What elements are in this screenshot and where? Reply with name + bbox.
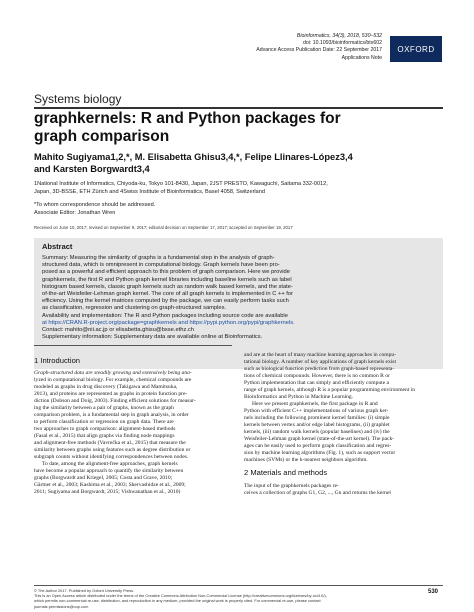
author-line: and Karsten Borgwardt3,4 [34, 164, 150, 174]
methods-heading: 2 Materials and methods [244, 468, 328, 477]
body-line: such as biological function prediction from graph-based representa- [244, 366, 395, 372]
paper-title-line: graphkernels: R and Python packages for [34, 110, 341, 127]
correspondence [34, 202, 155, 217]
left-column-rule [34, 345, 232, 346]
body-line: ages can be easily used to perform graph classification and regres- [244, 443, 392, 449]
body-line: similarity between graphs using features such as degree distribution or [34, 447, 191, 453]
license-footer [34, 588, 434, 609]
abstract-line: structured data, which is omnipresent in computational biology. Graph kernels have been pro- [42, 262, 280, 269]
body-line: ing the similarity between a pair of graphs, known as the graph [34, 405, 174, 411]
correspondence-note: *To whom correspondence should be addressed. [34, 202, 156, 208]
abstract-line: histogram based kernels, classic graph kernels such as random walk based kernels, and the state- [42, 283, 293, 290]
body-line: comparison problem, is a fundamental step in graph analysis, in order [34, 412, 189, 418]
body-line: Python implementation that can simply and efficiently compute a [244, 380, 390, 386]
journal-citation: Bioinformatics, 34(3), 2018, 530–532 [296, 33, 382, 39]
right-column-body [244, 352, 443, 464]
body-line: range of graph kernels, although R is a popular programming environment in [244, 387, 415, 393]
page-number: 530 [428, 589, 439, 595]
body-line: two approaches to graph comparison: alignment-based methods [34, 426, 176, 432]
abstract-line: graphkernels, the first R and Python graph kernel libraries including baseline kernels such as label [42, 276, 292, 283]
associate-editor: Associate Editor: Jonathan Wren [34, 209, 116, 216]
footer-line: © The Author 2017. Published by Oxford University Press. [34, 588, 135, 593]
paper-title-line: graph comparison [34, 128, 170, 145]
intro-body [34, 370, 232, 496]
body-line: modeled as graphs in drug discovery (Takigawa and Mamitsuka, [34, 384, 178, 390]
section-label: Systems biology [34, 92, 122, 106]
paper-title [34, 110, 394, 146]
methods-body [244, 483, 443, 497]
footer-line[interactable]: journals.permissions@oup.com [34, 603, 89, 609]
author-list [34, 151, 444, 175]
body-line: sion by machine learning algorithms (Fig. 1), such as support vector [244, 450, 396, 456]
affiliation-line: 1National Institute of Informatics, Chiyoda-ku, Tokyo 101-8430, Japan, 2JST PRESTO, Kawaguchi, Saitama 332-0012, [34, 181, 328, 187]
body-line: to perform classification or regression on graph data. There are [34, 419, 174, 425]
body-line: ceives a collection of graphs G1, G2, ..., Gn and returns the kernel [244, 490, 391, 496]
body-line: lyzed in computational biology. For example, chemical compounds are [34, 377, 192, 383]
body-line: Graph-structured data are steadily growing and extensively being ana- [34, 370, 192, 376]
body-line: Python with efficient C++ implementations of various graph ker- [244, 408, 389, 414]
body-line: Gärtner et al., 2003; Kashima et al., 2003; Shervashidze et al., 2009; [34, 482, 186, 488]
body-line: 2011; Sugiyama and Borgwardt, 2015; Vishwanathan et al., 2010) [34, 489, 181, 495]
body-line: have become a popular approach to quantify the similarity between [34, 468, 184, 474]
abstract-line[interactable]: at https://CRAN.R-project.org/package=graphkernels and https://pypi.python.org/pypi/graphkernels. [42, 319, 295, 326]
abstract-heading: Abstract [42, 242, 73, 251]
affiliations [34, 180, 444, 197]
abstract-line: efficiency. Using the kernel matrices computed by the package, we can easily perform tasks such [42, 298, 289, 305]
body-line: To date, among the alignment-free approaches, graph kernels [42, 461, 178, 467]
journal-doi[interactable]: doi: 10.1093/bioinformatics/btx602 [302, 40, 382, 47]
article-type: Applications Note [341, 54, 382, 61]
body-line: The input of the graphkernels packages re- [244, 483, 339, 489]
body-line: diction (Dobson and Doig, 2003). Finding efficient solutions for measur- [34, 398, 196, 404]
body-line: Here we present graphkernels, the first package in R and [252, 401, 378, 407]
body-line: subgraph counts without identifying correspondences between nodes. [34, 454, 189, 460]
body-line: and are at the heart of many machine learning approaches in compu- [244, 352, 397, 358]
header-rule [34, 107, 443, 109]
journal-info [256, 33, 382, 62]
oxford-logo: OXFORD [390, 36, 442, 62]
body-line: machines (SVMs) or the k-nearest neighbors algorithm. [244, 457, 368, 463]
abstract-line: of-the-art Weisfeiler-Lehman graph kernel. The core of all graph kernels is implemented in C ++ for [42, 291, 293, 298]
advance-access-date: Advance Access Publication Date: 22 September 2017 [256, 47, 382, 54]
body-line: tational biology. A number of key applications of graph kernels exist [244, 359, 396, 365]
body-line: and alignment-free methods (Vavrečka et al., 2015) that measure the [34, 440, 186, 446]
abstract-supplementary[interactable]: Supplementary information: Supplementary data are available online at Bioinformatics. [42, 334, 263, 341]
footer-line: This is an Open Access article distributed under the terms of the Creative Commons Attribution Non-Commercial License (http://creativecommons.org/licenses/by-nc/4.0/), [34, 593, 327, 599]
footer-rule [34, 585, 443, 586]
body-line: 2013), and proteins are represented as graphs in protein function pre- [34, 391, 188, 397]
body-line: graphs (Borgwardt and Kriegel, 2005; Costa and Grave, 2010; [34, 475, 173, 481]
footer-line: which permits non-commercial re-use, distribution, and reproduction in any medium, provided the original work is properly cited. For commercial re-use, please contact [34, 598, 321, 604]
abstract-line: posed as a powerful and efficient approach to this problem of graph comparison. Here we provide [42, 269, 290, 276]
body-line: kernels, (iii) random walk kernels (popular baselines) and (iv) the [244, 429, 390, 435]
abstract-line: as classification, regression and clustering on graph-structured samples. [42, 305, 227, 312]
body-line: nels including the following prominent kernel families: (i) simple [244, 415, 390, 421]
intro-heading: 1 Introduction [34, 356, 81, 365]
abstract-contact[interactable]: Contact: mahito@nii.ac.jp or elisabetta.ghisu@bsse.ethz.ch [42, 327, 194, 334]
abstract-line: Availability and implementation: The R and Python packages including source code are available [42, 312, 288, 319]
body-line: tions of chemical compounds. However, there is no common R or [244, 373, 390, 379]
author-line: Mahito Sugiyama1,2,*, M. Elisabetta Ghisu3,4,*, Felipe Llinares-López3,4 [34, 152, 353, 162]
body-line: kernels between vertex and/or edge label histograms, (ii) graphlet [244, 422, 390, 428]
body-line: Weisfeiler-Lehman graph kernel (state-of-the-art kernel). The pack- [244, 436, 395, 442]
body-line: (Fasal et al., 2015) that align graphs via finding node mappings [34, 433, 175, 439]
body-line: Bioinformatics and Python in Machine Learning. [244, 394, 354, 400]
affiliation-line: Japan, 3D-BSSE, ETH Zürich and 4Swiss Institute of Bioinformatics, Basel 4058, Switzerland [34, 189, 266, 196]
abstract-line: Summary: Measuring the similarity of graphs is a fundamental step in the analysis of graph- [42, 255, 275, 261]
received-dates: Received on June 10, 2017; revised on September 9, 2017; editorial decision on September 17, 2017; accepted on September 19, 2017 [34, 225, 293, 230]
abstract-text [42, 255, 436, 341]
